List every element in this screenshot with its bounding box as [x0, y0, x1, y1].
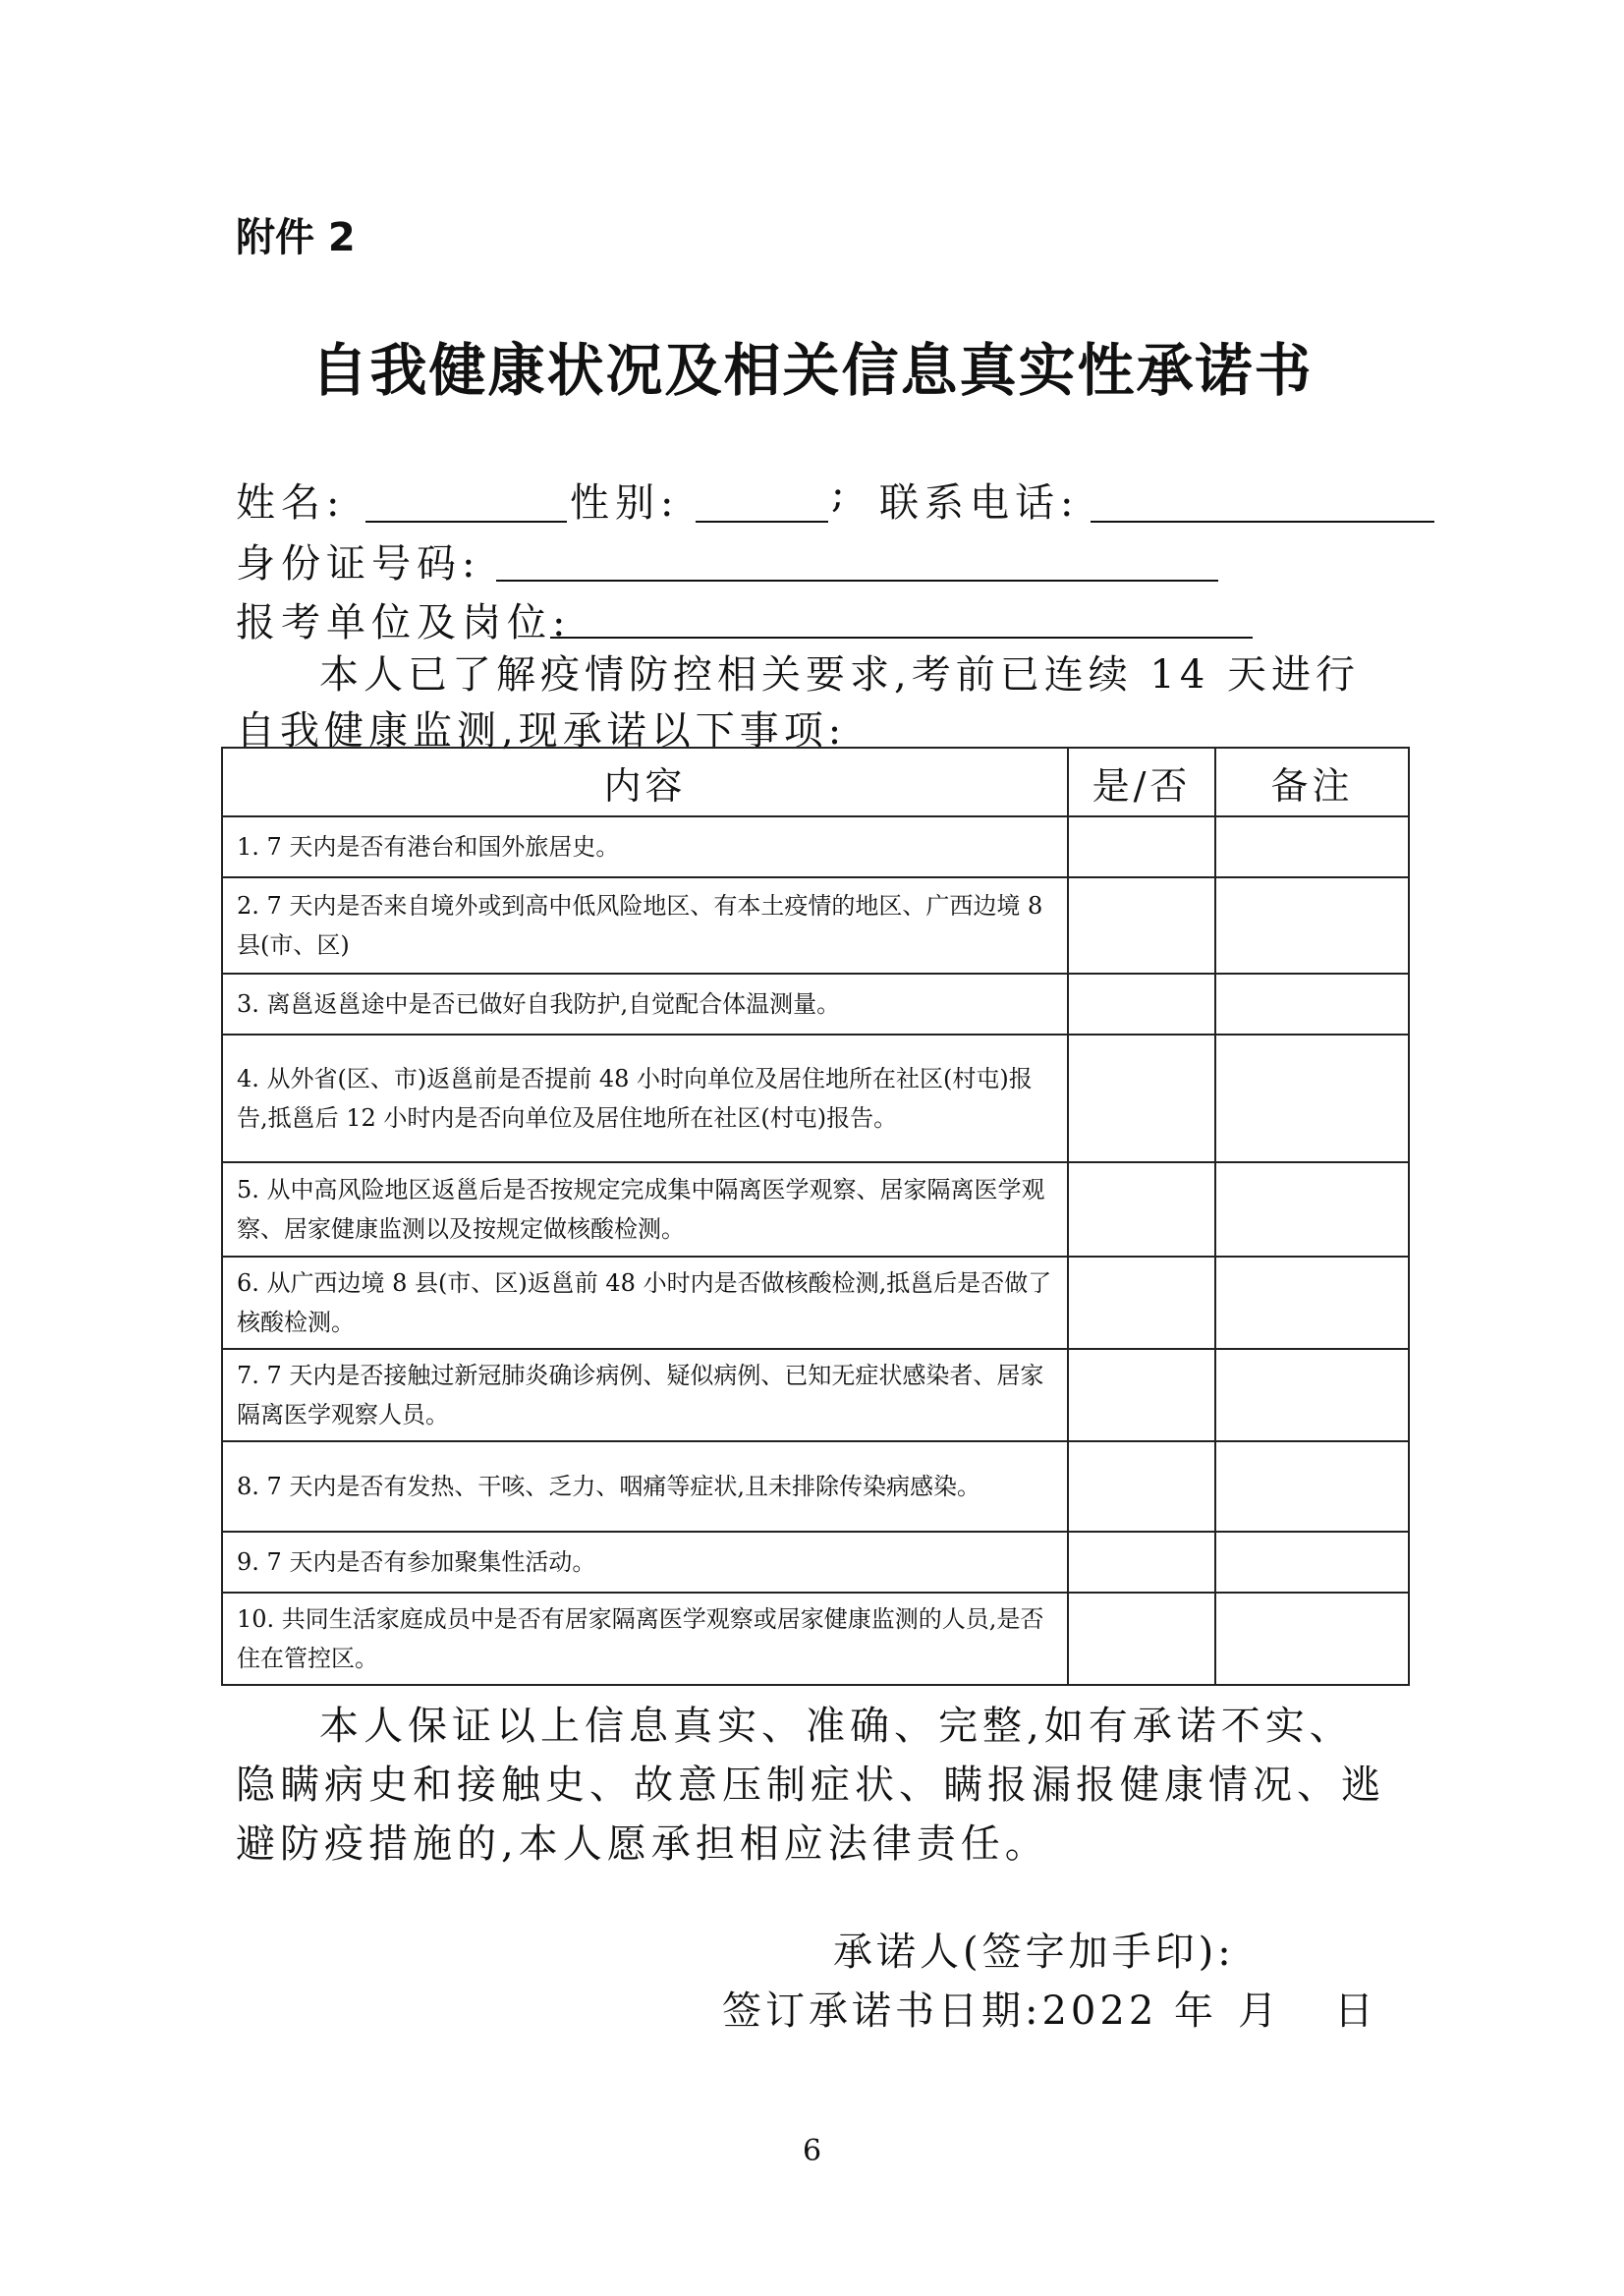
yes-no-cell[interactable]: [1068, 1257, 1215, 1349]
header-content: 内容: [222, 748, 1068, 816]
id-number-label: 身份证号码:: [236, 541, 481, 587]
phone-label: 联系电话:: [879, 480, 1080, 526]
name-label: 姓名:: [236, 480, 346, 526]
yes-no-cell[interactable]: [1068, 1532, 1215, 1593]
yes-no-cell[interactable]: [1068, 1349, 1215, 1441]
yes-no-cell[interactable]: [1068, 974, 1215, 1035]
table-row: [222, 1593, 1409, 1685]
phone-field[interactable]: [1091, 521, 1434, 523]
row-content: 1. 7 天内是否有港台和国外旅居史。: [222, 816, 1068, 877]
row-content: 7. 7 天内是否接触过新冠肺炎确诊病例、疑似病例、已知无症状感染者、居家隔离医学观察人员。: [222, 1349, 1068, 1441]
signer-label: 承诺人(签字加手印):: [833, 1930, 1235, 1975]
row-content: 9. 7 天内是否有参加聚集性活动。: [222, 1532, 1068, 1593]
sign-month: 月: [1238, 1988, 1281, 2034]
row-content: 10. 共同生活家庭成员中是否有居家隔离医学观察或居家健康监测的人员,是否住在管控区。: [222, 1593, 1068, 1685]
remarks-cell[interactable]: [1215, 1349, 1409, 1441]
sign-day: 日: [1334, 1988, 1377, 2034]
row-content: 3. 离邕返邕途中是否已做好自我防护,自觉配合体温测量。: [222, 974, 1068, 1035]
separator: ;: [831, 472, 851, 517]
attachment-label: 附件 2: [236, 215, 356, 260]
yes-no-cell[interactable]: [1068, 877, 1215, 974]
table-row: [222, 1257, 1409, 1349]
header-yes-no: 是/否: [1068, 748, 1215, 816]
position-field[interactable]: [550, 637, 1253, 639]
pledge-line-3: 避防疫措施的,本人愿承担相应法律责任。: [236, 1821, 1049, 1867]
remarks-cell[interactable]: [1215, 974, 1409, 1035]
remarks-cell[interactable]: [1215, 1035, 1409, 1162]
yes-no-cell[interactable]: [1068, 1593, 1215, 1685]
remarks-cell[interactable]: [1215, 1532, 1409, 1593]
yes-no-cell[interactable]: [1068, 1441, 1215, 1532]
table-row: [222, 1162, 1409, 1257]
header-remarks: 备注: [1215, 748, 1409, 816]
table-row: [222, 816, 1409, 877]
position-label: 报考单位及岗位:: [236, 600, 572, 645]
document-title: 自我健康状况及相关信息真实性承诺书: [310, 337, 1314, 404]
row-content: 4. 从外省(区、市)返邕前是否提前 48 小时向单位及居住地所在社区(村屯)报告,抵邕后 12 小时内是否向单位及居住地所在社区(村屯)报告。: [222, 1035, 1068, 1162]
remarks-cell[interactable]: [1215, 877, 1409, 974]
sign-date-label: 签订承诺书日期:2022 年: [722, 1988, 1217, 2034]
gender-field[interactable]: [696, 521, 828, 523]
pledge-line-2: 隐瞒病史和接触史、故意压制症状、瞒报漏报健康情况、逃: [236, 1763, 1385, 1808]
row-content: 2. 7 天内是否来自境外或到高中低风险地区、有本土疫情的地区、广西边境 8 县(市、区): [222, 877, 1068, 974]
table-row: [222, 1532, 1409, 1593]
row-content: 5. 从中高风险地区返邕后是否按规定完成集中隔离医学观察、居家隔离医学观察、居家健康监测以及按规定做核酸检测。: [222, 1162, 1068, 1257]
table-row: [222, 877, 1409, 974]
row-content: 8. 7 天内是否有发热、干咳、乏力、咽痛等症状,且未排除传染病感染。: [222, 1441, 1068, 1532]
remarks-cell[interactable]: [1215, 816, 1409, 877]
id-number-field[interactable]: [496, 580, 1218, 582]
page-number: 6: [802, 2134, 822, 2168]
remarks-cell[interactable]: [1215, 1593, 1409, 1685]
yes-no-cell[interactable]: [1068, 1162, 1215, 1257]
table-header-row: [222, 748, 1409, 816]
remarks-cell[interactable]: [1215, 1257, 1409, 1349]
intro-line-2: 自我健康监测,现承诺以下事项:: [236, 708, 847, 754]
yes-no-cell[interactable]: [1068, 816, 1215, 877]
table-row: [222, 1441, 1409, 1532]
table-row: [222, 1349, 1409, 1441]
remarks-cell[interactable]: [1215, 1441, 1409, 1532]
remarks-cell[interactable]: [1215, 1162, 1409, 1257]
yes-no-cell[interactable]: [1068, 1035, 1215, 1162]
name-field[interactable]: [365, 521, 567, 523]
commitment-table: [221, 747, 1410, 1686]
row-content: 6. 从广西边境 8 县(市、区)返邕前 48 小时内是否做核酸检测,抵邕后是否做了核酸检测。: [222, 1257, 1068, 1349]
gender-label: 性别:: [570, 480, 680, 526]
table-row: [222, 974, 1409, 1035]
table-row: [222, 1035, 1409, 1162]
intro-line-1: 本人已了解疫情防控相关要求,考前已连续 14 天进行: [319, 652, 1361, 698]
pledge-line-1: 本人保证以上信息真实、准确、完整,如有承诺不实、: [319, 1704, 1354, 1749]
